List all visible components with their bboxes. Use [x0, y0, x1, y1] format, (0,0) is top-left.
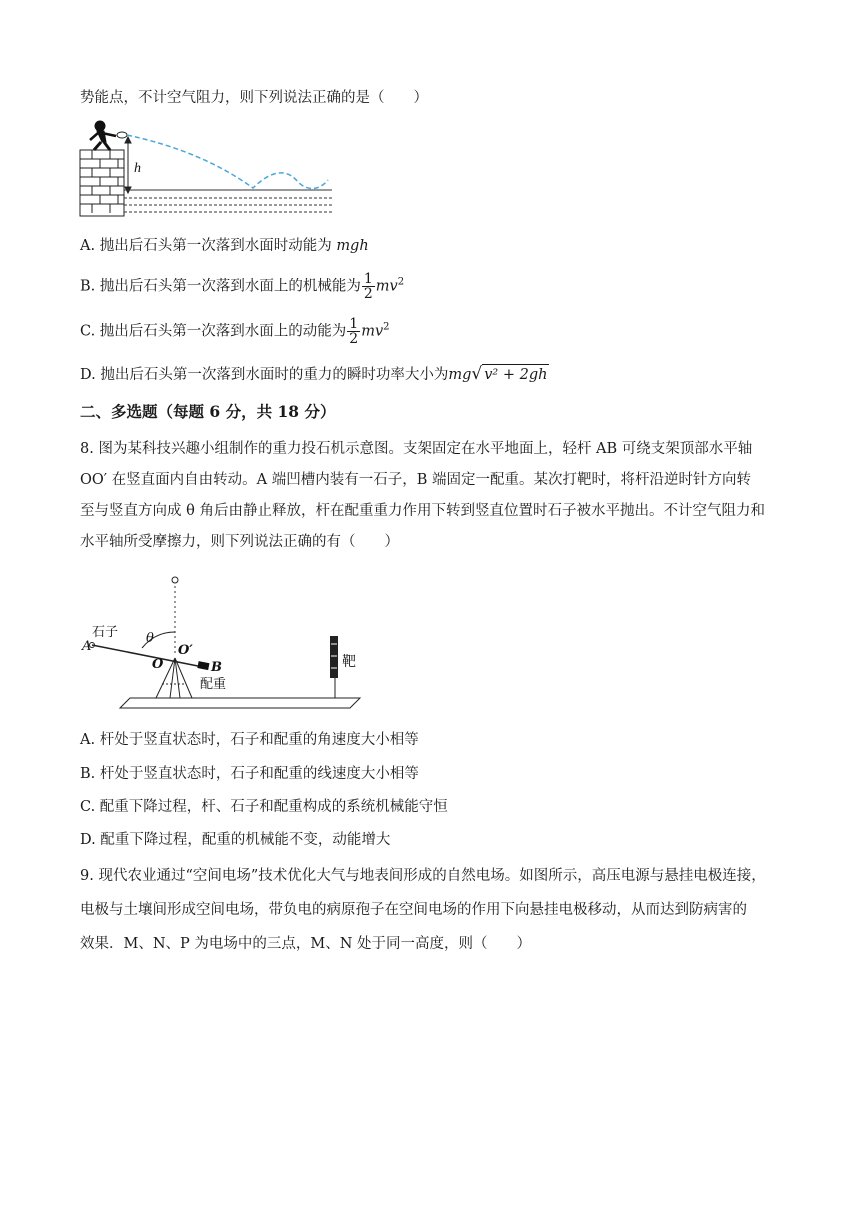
q9-stem-line-3: 效果．M、N、P 为电场中的三点，M、N 处于同一高度，则（ ）: [80, 936, 532, 952]
trajectory-path: [127, 135, 328, 189]
target-board-icon: [330, 636, 338, 698]
brick-wall: [80, 150, 124, 216]
label-o: O: [152, 657, 164, 672]
q8-stem-line-1: 8. 图为某科技兴趣小组制作的重力投石机示意图。支架固定在水平地面上，轻杆 AB 可绕支架顶部水平轴: [80, 441, 753, 457]
label-o-prime: O′: [178, 643, 193, 658]
height-label: h: [134, 161, 141, 176]
label-stone: 石子: [92, 625, 119, 640]
q9-stem-line-2: 电极与土壤间形成空间电场，带负电的病原孢子在空间电场的作用下向悬挂电极移动，从而达到防病害的: [80, 902, 747, 918]
fraction-half: $\frac{1}{2}$: [363, 271, 373, 302]
q8-option-a: A. 杆处于竖直状态时，石子和配重的角速度大小相等: [80, 732, 419, 748]
ground-platform: [120, 698, 360, 708]
height-arrow: [125, 137, 131, 193]
counterweight-icon: [197, 661, 209, 670]
q8-stem-line-3: 至与竖直方向成 θ 角后由静止释放，杆在配重重力作用下转到竖直位置时石子被水平抛出。不计空气阻力和: [80, 503, 765, 519]
stone-icon: [117, 132, 127, 138]
q8-option-d: D. 配重下降过程，配重的机械能不变，动能增大: [80, 832, 391, 848]
q8-stem-line-2: OO′ 在竖直面内自由转动。A 端凹槽内装有一石子，B 端固定一配重。某次打靶时，将杆沿逆时针方向转: [80, 472, 752, 488]
fraction-half: $\frac{1}{2}$: [349, 316, 359, 347]
section-heading: 二、多选题（每题 6 分，共 18 分）: [80, 402, 336, 421]
q8-figure: [80, 570, 370, 718]
top-point-icon: [172, 577, 178, 583]
person-icon: [90, 121, 116, 150]
q7-option-d: D. 抛出后石头第一次落到水面时的重力的瞬时功率大小为mg√ v² + 2gh: [80, 364, 548, 384]
water-surface: [124, 190, 332, 212]
q8-option-c: C. 配重下降过程，杆、石子和配重构成的系统机械能守恒: [80, 799, 448, 815]
q7-stem-tail: 势能点，不计空气阻力，则下列说法正确的是（ ）: [80, 90, 428, 106]
label-b: B: [211, 660, 222, 675]
q7-option-a: A. 抛出后石头第一次落到水面时动能为 mgh: [80, 238, 369, 254]
q8-stem-line-4: 水平轴所受摩擦力，则下列说法正确的有（ ）: [80, 534, 399, 550]
q8-option-b: B. 杆处于竖直状态时，石子和配重的线速度大小相等: [80, 766, 419, 782]
label-counterweight: 配重: [200, 677, 227, 692]
label-target: 靶: [342, 654, 356, 670]
q7-option-c: C. 抛出后石头第一次落到水面上的动能为 $\frac{1}{2}$ $mv^2$: [80, 316, 390, 347]
q7-option-b: B. 抛出后石头第一次落到水面上的机械能为 $\frac{1}{2}$ $mv^2$: [80, 271, 405, 302]
label-a: A: [82, 639, 92, 654]
q7-figure: [78, 118, 334, 222]
label-theta: θ: [146, 631, 154, 646]
q9-stem-line-1: 9. 现代农业通过“空间电场”技术优化大气与地表间形成的自然电场。如图所示，高压电源与悬挂电极连接，: [80, 868, 766, 884]
